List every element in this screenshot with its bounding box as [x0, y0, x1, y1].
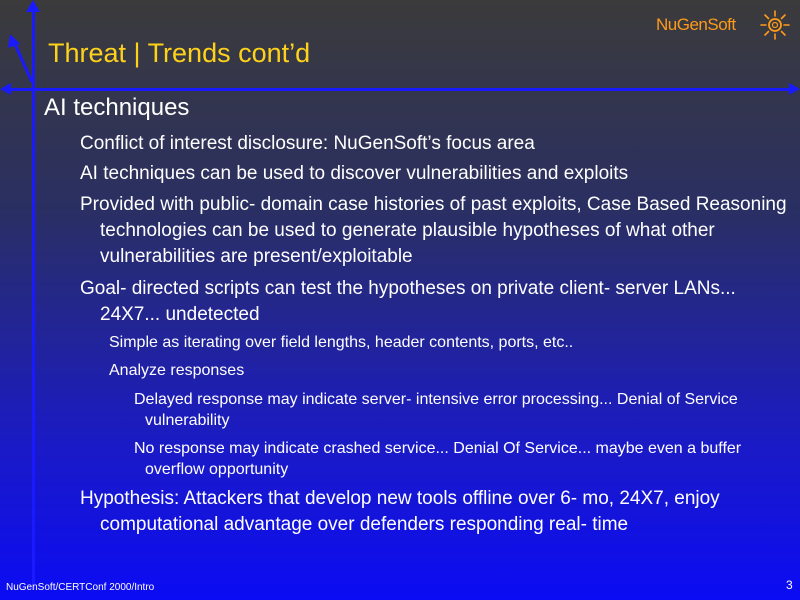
section-heading: AI techniques [44, 94, 190, 121]
sub-sub-bullet-item: Delayed response may indicate server- intensive error processing... Denial of Service vulnerability [134, 391, 738, 429]
page-number: 3 [786, 578, 793, 592]
sub-bullet-item: Analyze responses [109, 362, 245, 379]
bullet-item: Goal- directed scripts can test the hypotheses on private client- server LANs... 24X7... undetected [80, 278, 736, 325]
slide-title: Threat | Trends cont’d [48, 38, 311, 68]
slide-footer: NuGenSoft/CERTConf 2000/Intro [6, 582, 155, 593]
logo-text: NuGenSoft [656, 15, 736, 34]
sub-sub-bullet-item: No response may indicate crashed service... Denial Of Service... maybe even a buffer overflow opportunity [134, 440, 742, 478]
bullet-item: Hypothesis: Attackers that develop new tools offline over 6- mo, 24X7, enjoy computational advantage over defenders responding real- time [80, 488, 720, 535]
bullet-item: Conflict of interest disclosure: NuGenSoft’s focus area [80, 133, 535, 154]
sub-bullet-item: Simple as iterating over field lengths, header contents, ports, etc.. [109, 334, 574, 351]
bullet-item: Provided with public- domain case histories of past exploits, Case Based Reasoning technologies can be used to generate plausible hypotheses of what other vulnerabilities are present/exploitable [80, 194, 787, 267]
bullet-item: AI techniques can be used to discover vulnerabilities and exploits [80, 163, 629, 184]
